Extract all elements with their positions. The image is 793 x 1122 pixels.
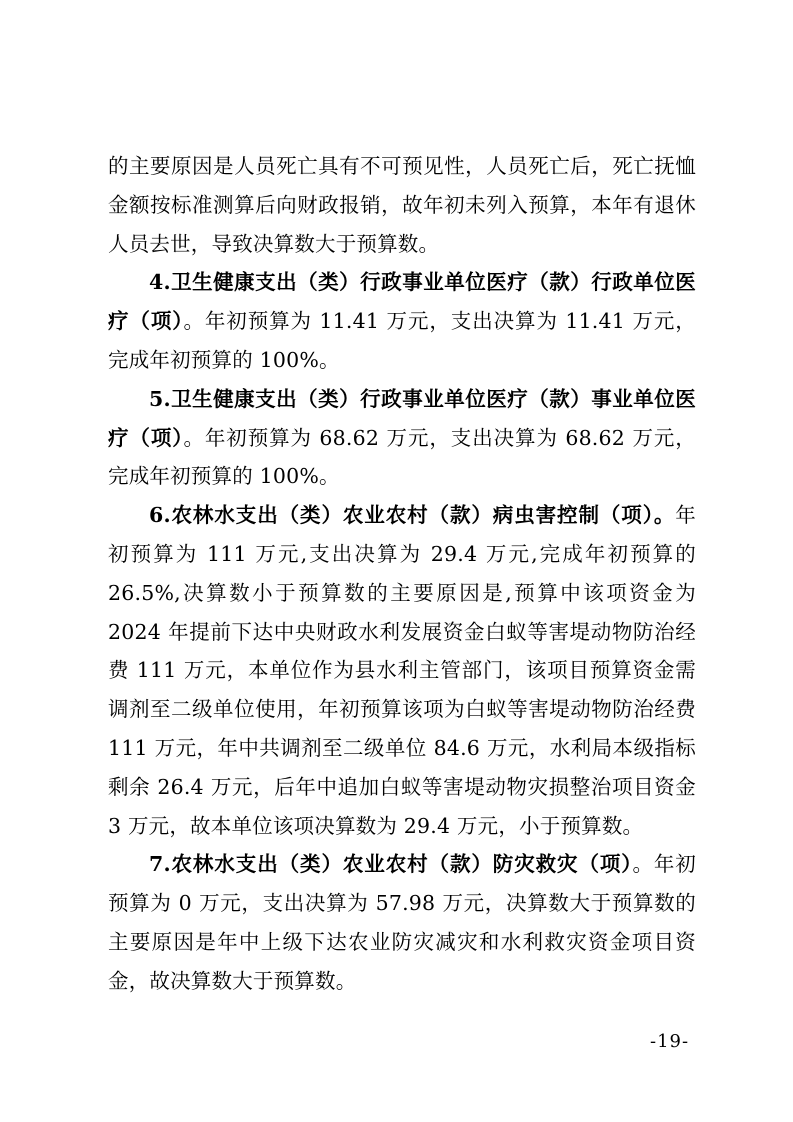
paragraph-item-5 [108, 380, 696, 496]
paragraph-text: 的主要原因是人员死亡具有不可预见性，人员死亡后，死亡抚恤金额按标准测算后向财政报销，故年初未列入预算，本年有退休人员去世，导致决算数大于预算数。 [108, 154, 696, 256]
paragraph-item-6 [108, 496, 696, 845]
paragraph-heading: 7.农林水支出（类）农业农村（款）防灾救灾（项） [149, 852, 633, 877]
paragraph-heading: 6.农林水支出（类）农业农村（款）病虫害控制（项）。 [149, 503, 676, 528]
document-body [108, 147, 696, 1001]
paragraph-text: 。年初预算为 11.41 万元，支出决算为 11.41 万元，完成年初预算的 100%。 [108, 309, 696, 372]
paragraph-text: 。年初预算为 0 万元，支出决算为 57.98 万元，决算数大于预算数的主要原因是年中上级下达农业防灾减灾和水利救灾资金项目资金，故决算数大于预算数。 [108, 852, 696, 993]
paragraph-text: 年初预算为 111 万元,支出决算为 29.4 万元,完成年初预算的 26.5%,决算数小于预算数的主要原因是,预算中该项资金为 2024 年提前下达中央财政水利发展资金白蚁等害堤动物防治经费 111 万元，本单位作为县水利主管部门，该项目预算资金需调剂至二级单位使用，年初预算该项为白蚁等害堤动物防治经费 111 万元，年中共调剂至二级单位 84.6 万元，水利局本级指标剩余 26.4 万元，后年中追加白蚁等害堤动物灾损整治项目资金 3 万元，故本单位该项决算数为 29.4 万元，小于预算数。 [108, 503, 696, 838]
paragraph-text: 。年初预算为 68.62 万元，支出决算为 68.62 万元，完成年初预算的 100%。 [108, 425, 696, 489]
paragraph-item-7 [108, 845, 696, 1000]
paragraph-heading: 4.卫生健康支出（类）行政事业单位医疗（款）行政单位医疗（项） [108, 270, 696, 334]
paragraph-heading: 5.卫生健康支出（类）行政事业单位医疗（款）事业单位医疗（项） [108, 386, 696, 450]
paragraph-continuation [108, 147, 696, 263]
page-number: -19- [650, 1031, 690, 1052]
paragraph-item-4 [108, 263, 696, 379]
